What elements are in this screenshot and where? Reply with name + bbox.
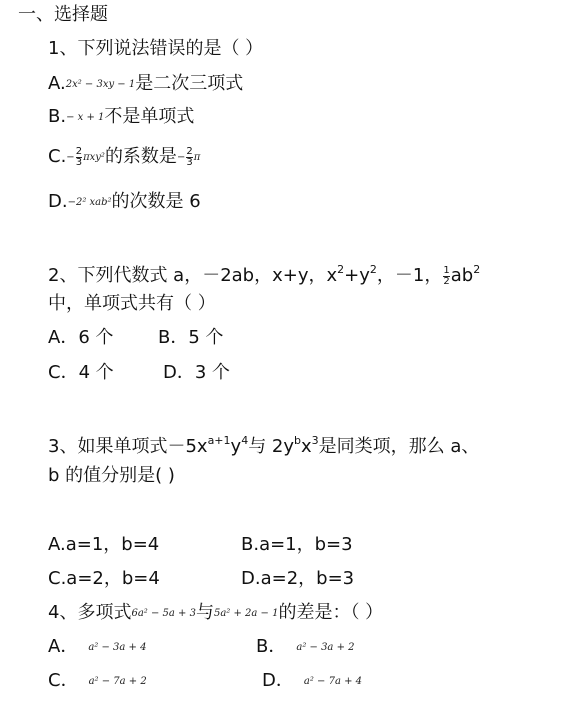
question-4-option-c — [48, 668, 147, 695]
question-3-stem-line2: b 的值分别是( ) — [48, 465, 175, 486]
fraction-denominator: 3 — [75, 156, 83, 168]
math-expression: 2x² − 3xy − 1 — [65, 79, 136, 90]
math-expression: − x + 1 — [66, 112, 105, 123]
question-2-stem-line2: 中，单项式共有（ ） — [48, 293, 216, 314]
option-label: A. — [48, 73, 66, 94]
superscript: 2 — [473, 263, 481, 276]
question-3-option-a: A.a=1，b=4 — [48, 534, 160, 555]
question-1-option-b — [48, 104, 194, 131]
section-title: 一、选择题 — [18, 4, 108, 25]
fraction — [443, 266, 449, 287]
stem-text: x — [301, 436, 312, 457]
fraction-numerator: 2 — [75, 145, 83, 157]
superscript: 4 — [241, 434, 249, 447]
question-3-option-d: D.a=2，b=3 — [241, 568, 355, 589]
superscript: a+1 — [207, 434, 231, 447]
question-3-stem — [48, 428, 479, 460]
stem-text: 与 2y — [248, 436, 295, 457]
math-minus: − — [176, 152, 186, 163]
option-label: C． — [48, 670, 79, 691]
option-label: D. — [48, 191, 68, 212]
math-expression: 6a² − 5a + 3 — [131, 608, 196, 619]
question-2-stem — [48, 257, 480, 289]
math-expression: a² − 7a + 2 — [88, 676, 147, 687]
fraction-numerator: 2 — [186, 145, 193, 157]
option-text: 的次数是 6 — [111, 191, 201, 212]
superscript: 2 — [369, 263, 377, 276]
stem-text: ，－1， — [376, 265, 443, 286]
math-expression: a² − 7a + 4 — [303, 676, 363, 687]
math-expression: a² − 3a + 2 — [296, 642, 355, 653]
fraction — [186, 147, 192, 168]
superscript: 3 — [311, 434, 319, 447]
option-label: B. — [48, 106, 67, 127]
stem-text: 3、如果单项式－5x — [48, 436, 208, 457]
stem-text: y — [230, 436, 242, 457]
superscript: b — [294, 434, 301, 447]
question-4-option-b — [256, 634, 355, 661]
question-4-stem — [48, 600, 383, 627]
option-text: 是二次三项式 — [135, 73, 244, 94]
question-1-option-c — [48, 144, 200, 171]
stem-text: 与 — [195, 602, 214, 623]
stem-text: +y — [344, 265, 370, 286]
math-pi: π — [193, 152, 201, 163]
math-expression: πxy² — [83, 152, 105, 163]
stem-text: ab — [450, 265, 474, 286]
math-minus: − — [66, 152, 75, 163]
superscript: 2 — [337, 263, 345, 276]
stem-text: 是同类项，那么 a、 — [318, 436, 480, 457]
question-3-option-b: B.a=1，b=3 — [241, 534, 353, 555]
math-expression: 5a² + 2a − 1 — [213, 608, 279, 619]
question-4-option-a — [48, 634, 146, 661]
question-1-option-a — [48, 71, 243, 98]
stem-text: 2、下列代数式 a，－2ab，x+y，x — [48, 265, 338, 286]
option-label: C. — [48, 146, 67, 167]
stem-text: 4、多项式 — [48, 602, 132, 623]
math-expression: a² − 3a + 4 — [88, 642, 147, 653]
fraction — [76, 147, 82, 168]
math-expression: −2² xab² — [67, 197, 112, 208]
fraction-denominator: 2 — [443, 275, 450, 287]
fraction-denominator: 3 — [186, 156, 193, 168]
question-2-option-c: C．4 个 — [48, 362, 114, 383]
option-label: D． — [262, 670, 294, 691]
option-label: A． — [48, 636, 79, 657]
fraction-numerator: 1 — [443, 264, 450, 276]
stem-text: 的差是：（ ） — [278, 602, 384, 623]
question-1-stem: 1、下列说法错误的是（ ） — [48, 38, 264, 59]
question-2-option-b: B．5 个 — [158, 327, 224, 348]
option-text: 不是单项式 — [104, 106, 195, 127]
option-text: 的系数是 — [104, 146, 177, 167]
option-label: B． — [256, 636, 287, 657]
question-1-option-d — [48, 189, 201, 216]
question-2-option-d: D．3 个 — [163, 362, 231, 383]
question-3-option-c: C.a=2，b=4 — [48, 568, 160, 589]
question-2-option-a: A．6 个 — [48, 327, 114, 348]
question-4-option-d — [262, 668, 362, 695]
